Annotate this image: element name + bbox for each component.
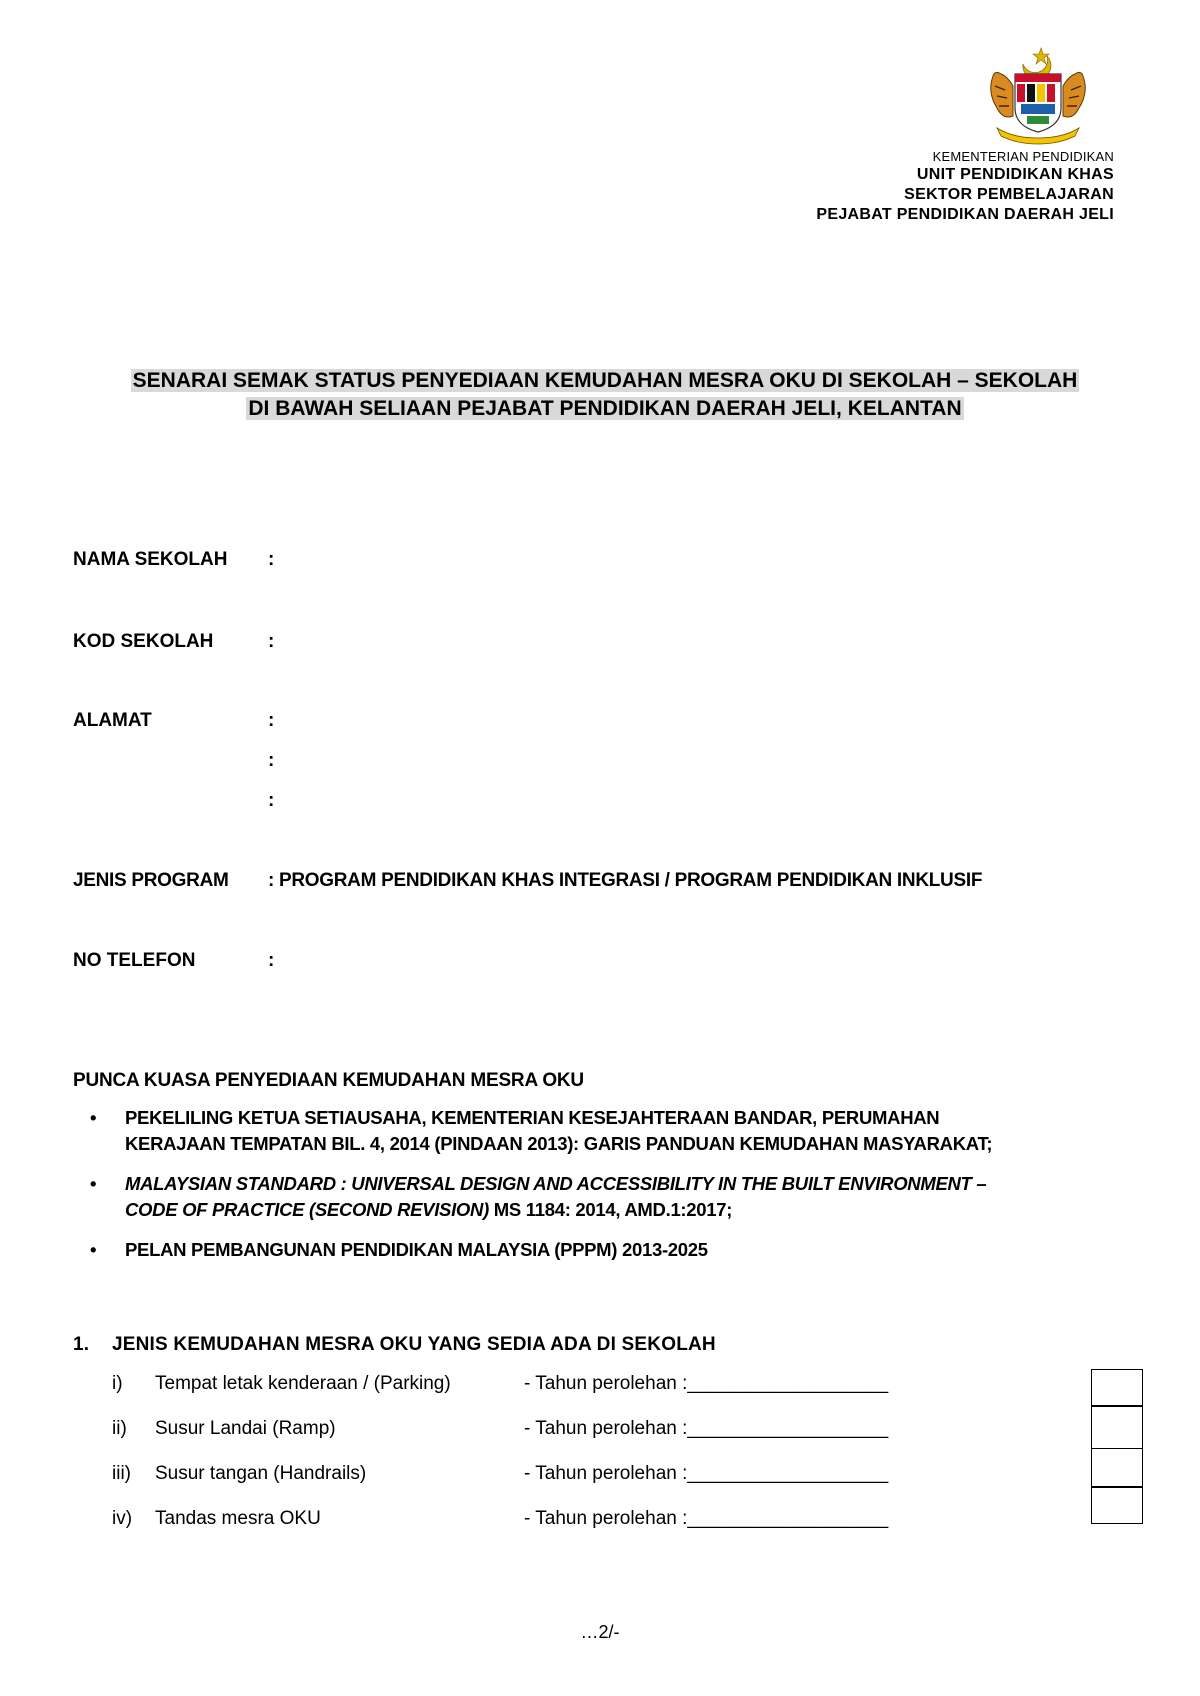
jenis-program-label: JENIS PROGRAM — [73, 870, 229, 891]
alamat-colon-2: : — [268, 750, 275, 771]
nama-sekolah-colon: : — [268, 549, 275, 570]
title-line-1: SENARAI SEMAK STATUS PENYEDIAAN KEMUDAHAN MESRA OKU DI SEKOLAH – SEKOLAH — [132, 369, 1078, 392]
section-1-heading — [73, 1334, 716, 1356]
authority-heading: PUNCA KUASA PENYEDIAAN KEMUDAHAN MESRA OKU — [73, 1070, 584, 1091]
bullet-2-line-2: CODE OF PRACTICE (SECOND REVISION) — [125, 1199, 489, 1220]
checkbox-parking[interactable] — [1091, 1369, 1143, 1407]
item-label: Susur Landai (Ramp) — [155, 1418, 336, 1439]
checkbox-handrails[interactable] — [1091, 1448, 1143, 1488]
field-nama-sekolah — [73, 549, 274, 571]
malaysia-coat-of-arms-icon — [983, 46, 1093, 146]
item-number: i) — [112, 1373, 123, 1394]
jenis-program-value: : PROGRAM PENDIDIKAN KHAS INTEGRASI / PROGRAM PENDIDIKAN INKLUSIF — [268, 870, 983, 891]
nama-sekolah-label: NAMA SEKOLAH — [73, 549, 228, 570]
item-number: ii) — [112, 1418, 127, 1439]
item-year-field[interactable]: - Tahun perolehan :___________________ — [524, 1508, 889, 1529]
checkbox-toilet[interactable] — [1091, 1486, 1143, 1524]
section-1-number: 1. — [73, 1334, 90, 1355]
alamat-label: ALAMAT — [73, 710, 152, 731]
list-item — [73, 1171, 1143, 1223]
authority-list — [73, 1105, 1143, 1277]
sector-name: SEKTOR PEMBELAJARAN — [904, 186, 1114, 203]
title-line-2: DI BAWAH SELIAAN PEJABAT PENDIDIKAN DAERAH JELI, KELANTAN — [248, 397, 962, 420]
item-year-field[interactable]: - Tahun perolehan :___________________ — [524, 1463, 889, 1484]
page-continuation: …2/- — [580, 1622, 620, 1642]
item-number: iv) — [112, 1508, 133, 1529]
ministry-name: KEMENTERIAN PENDIDIKAN — [932, 149, 1114, 164]
list-item — [73, 1105, 1143, 1157]
bullet-1-line-1: PEKELILING KETUA SETIAUSAHA, KEMENTERIAN KESEJAHTERAAN BANDAR, PERUMAHAN — [125, 1107, 940, 1128]
item-year-field[interactable]: - Tahun perolehan :___________________ — [524, 1373, 889, 1394]
kod-sekolah-colon: : — [268, 631, 275, 652]
item-label: Tempat letak kenderaan / (Parking) — [155, 1373, 451, 1394]
kod-sekolah-label: KOD SEKOLAH — [73, 631, 214, 652]
field-jenis-program — [73, 870, 982, 892]
item-label: Susur tangan (Handrails) — [155, 1463, 367, 1484]
item-number: iii) — [112, 1463, 131, 1484]
bullet-2-line-1: MALAYSIAN STANDARD : UNIVERSAL DESIGN AND ACCESSIBILITY IN THE BUILT ENVIRONMENT – — [125, 1173, 987, 1194]
office-name: PEJABAT PENDIDIKAN DAERAH JELI — [816, 206, 1114, 223]
checkbox-ramp[interactable] — [1091, 1405, 1143, 1449]
item-year-field[interactable]: - Tahun perolehan :___________________ — [524, 1418, 889, 1439]
alamat-colon-3: : — [268, 790, 275, 811]
field-no-telefon — [73, 950, 274, 972]
item-label: Tandas mesra OKU — [155, 1508, 321, 1529]
no-telefon-label: NO TELEFON — [73, 950, 196, 971]
section-1-title: JENIS KEMUDAHAN MESRA OKU YANG SEDIA ADA DI SEKOLAH — [112, 1334, 716, 1355]
bullet-2-rest: MS 1184: 2014, AMD.1:2017; — [488, 1199, 733, 1220]
bullet-1-line-2: KERAJAAN TEMPATAN BIL. 4, 2014 (PINDAAN 2013): GARIS PANDUAN KEMUDAHAN MASYARAKAT; — [125, 1133, 993, 1154]
document-title — [60, 367, 1150, 423]
unit-name: UNIT PENDIDIKAN KHAS — [916, 166, 1114, 183]
field-kod-sekolah — [73, 631, 274, 653]
checkbox-column — [1091, 1370, 1143, 1524]
no-telefon-colon: : — [268, 950, 275, 971]
field-alamat — [73, 710, 274, 732]
alamat-colon: : — [268, 710, 275, 731]
agency-header — [816, 148, 1114, 225]
bullet-3: PELAN PEMBANGUNAN PENDIDIKAN MALAYSIA (PPPM) 2013-2025 — [125, 1239, 708, 1260]
list-item — [73, 1237, 1143, 1263]
